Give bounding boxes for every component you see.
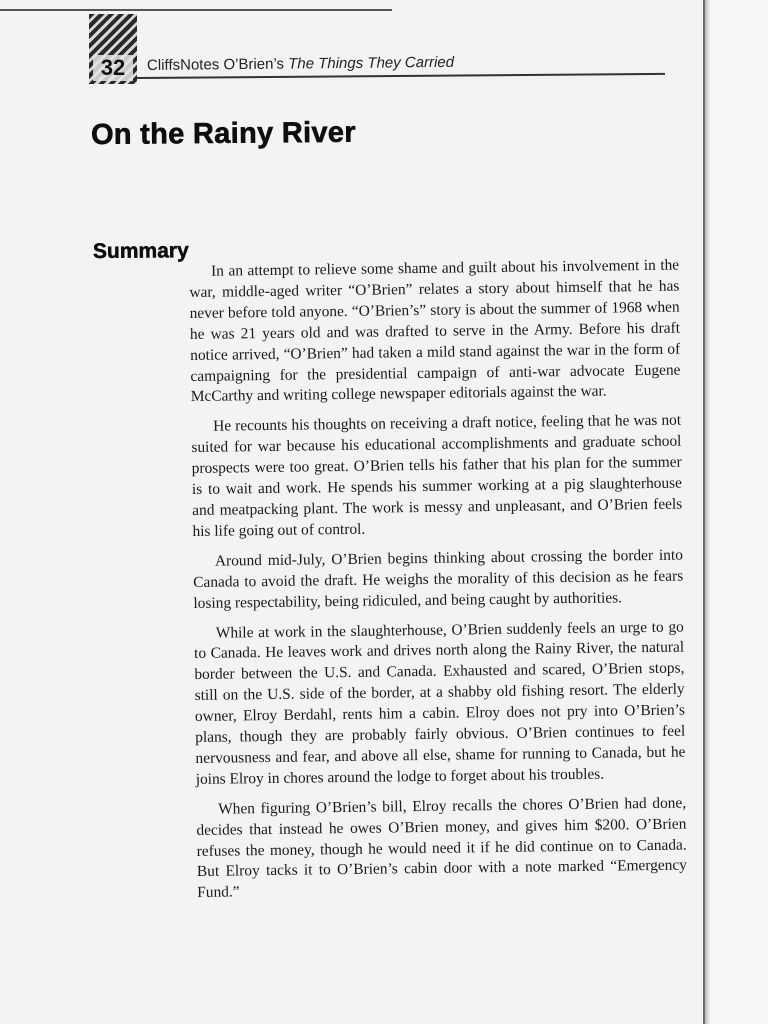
paragraph: In an attempt to relieve some shame and guilt about his involvement in the war, middle-aged writer “O’Brien” relates a story about himself that he has never before told anyone. “O’Brien’s” story is about the summer of 1968 when he was 21 years old and was drafted to serve in the Army. Before his draft notice arrived, “O’Brien” had taken a mild stand against the war in the form of campaigning for the presidential campaign of anti-war advocate Eugene McCarthy and writing college newspaper editorials against the war. <box>189 256 681 406</box>
header-rule <box>137 73 665 79</box>
paragraph: When figuring O’Brien’s bill, Elroy recalls the chores O’Brien had done, decides that instead he owes O’Brien money, and gives him $200. O’Brien refuses the money, though he would need it if he did continue on to Canada. But Elroy tacks it to O’Brien’s cabin door with a note marked “Emergency Fund.” <box>196 794 688 902</box>
running-head <box>147 54 454 74</box>
summary-body <box>189 256 687 914</box>
paragraph: Around mid-July, O’Brien begins thinking about crossing the border into Canada to avoid the draft. He weighs the morality of this decision as he fears losing respectability, being ridiculed, and being caught by authorities. <box>193 546 684 612</box>
section-heading: Summary <box>92 239 189 263</box>
running-head-book-title: The Things They Carried <box>288 53 455 73</box>
chapter-title: On the Rainy River <box>90 116 356 151</box>
running-head-prefix: CliffsNotes O’Brien’s <box>146 55 285 74</box>
paragraph: While at work in the slaughterhouse, O’Brien suddenly feels an urge to go to Canada. He leaves work and drives north along the Rainy River, the natural border between the U.S. and Canada. Exhausted and scared, O’Brien stops, still on the U.S. side of the border, at a shabby old fishing resort. The elderly owner, Elroy Berdahl, rents him a cabin. Elroy does not pry into O’Brien’s plans, though they are probably fairly obvious. O’Brien continues to feel nervousness and fear, and above all else, shame for running to Canada, but he joins Elroy in chores around the lodge to forget about his troubles. <box>194 618 686 788</box>
scan-top-rule <box>0 9 392 11</box>
page-edge-line <box>703 0 705 1024</box>
scan-right-margin <box>710 0 768 1024</box>
page-number: 32 <box>93 55 133 81</box>
page-edge-shadow <box>705 0 710 1024</box>
paragraph: He recounts his thoughts on receiving a draft notice, feeling that he was not suited for war because his educational accomplishments and graduate school prospects were too great. O’Brien tells his father that his plan for the summer is to wait and work. He spends his summer working at a pig slaughterhouse and meatpacking plant. The work is messy and unpleasant, and O’Brien feels his life going out of control. <box>191 411 683 540</box>
